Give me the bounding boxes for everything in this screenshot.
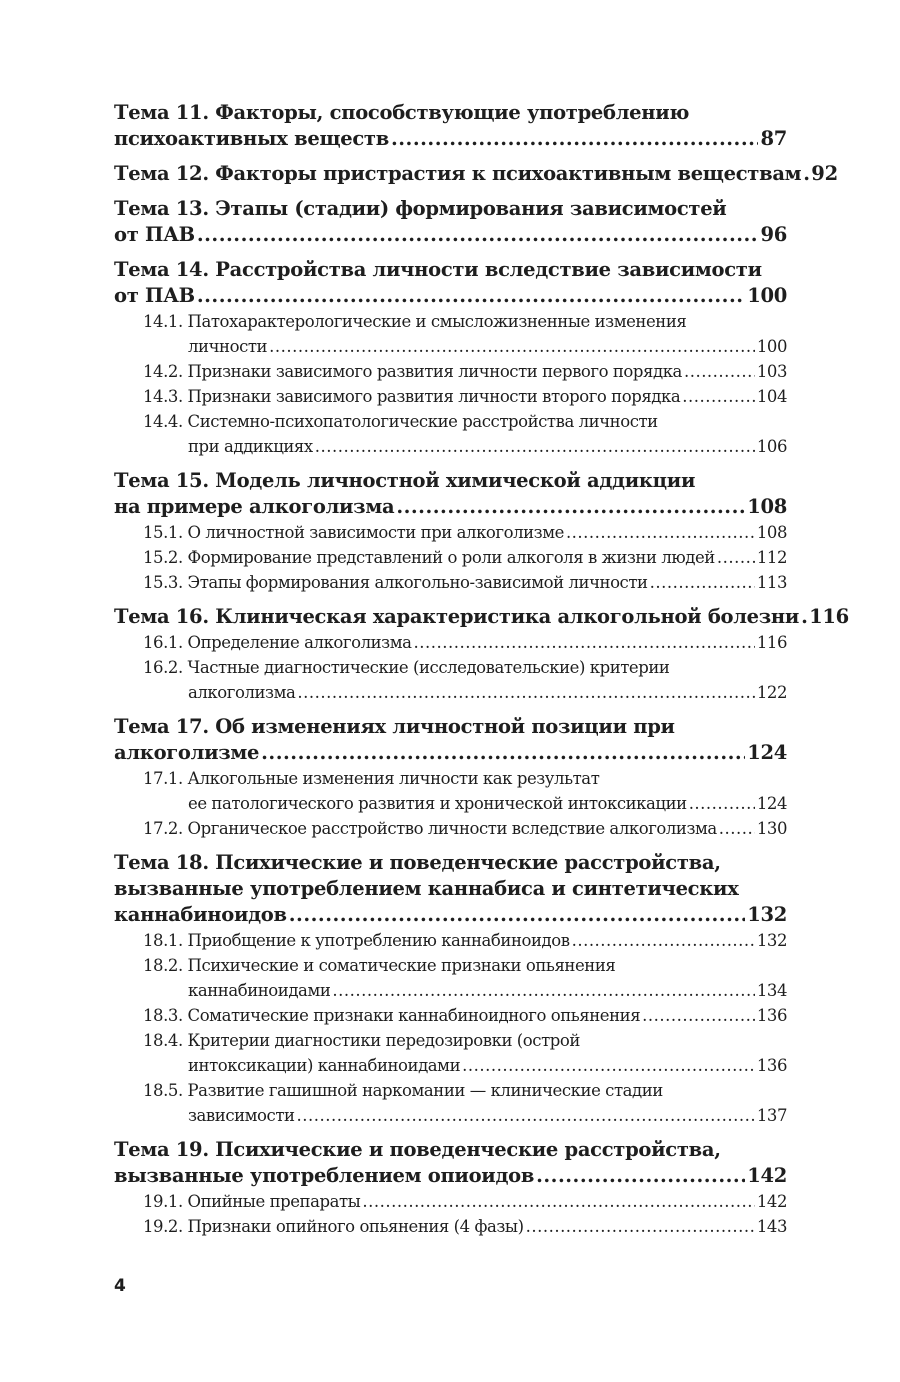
toc-entry-title: 18.1. Приобщение к употреблению каннабиноидов (143, 931, 570, 950)
toc-entry-title: Тема 15. Модель личностной химической аддикции (114, 469, 696, 492)
toc-entry-title: алкоголизма (188, 683, 296, 702)
toc-entry-title: 17.1. Алкогольные изменения личности как результат (143, 769, 600, 788)
toc-subtopic[interactable] (143, 309, 787, 359)
toc-topic[interactable] (114, 100, 787, 152)
toc-subtopic[interactable] (143, 766, 787, 816)
toc-entry-title: Тема 18. Психические и поведенческие расстройства, (114, 851, 721, 874)
toc-line (114, 257, 787, 283)
toc-line (143, 359, 787, 384)
toc-entry-title: 19.2. Признаки опийного опьянения (4 фазы) (143, 1217, 524, 1236)
toc-topic[interactable] (114, 468, 787, 595)
toc-entry-title: 18.5. Развитие гашишной наркомании — клинические стадии (143, 1081, 663, 1100)
toc-line (143, 384, 787, 409)
dot-leader (414, 630, 755, 655)
dot-leader (297, 680, 755, 705)
toc-line (143, 1028, 787, 1053)
toc-entry-title: 15.2. Формирование представлений о роли алкоголя в жизни людей (143, 548, 715, 567)
toc-line (114, 1163, 787, 1189)
toc-entry-title: Тема 12. Факторы пристрастия к психоактивным веществам (114, 162, 802, 185)
toc-line (114, 222, 787, 248)
dot-leader (650, 570, 755, 595)
toc-topic[interactable] (114, 714, 787, 841)
dot-leader (803, 161, 809, 187)
toc-line (114, 196, 787, 222)
dot-leader (642, 1003, 755, 1028)
toc-topic[interactable] (114, 850, 787, 1128)
toc-page-number: 136 (756, 1006, 787, 1025)
toc-entry-title: 16.2. Частные диагностические (исследовательские) критерии (143, 658, 670, 677)
dot-leader (197, 283, 745, 309)
dot-leader (297, 1103, 755, 1128)
toc-subtopic[interactable] (143, 359, 787, 384)
toc-line (114, 902, 787, 928)
toc-subtopic[interactable] (143, 520, 787, 545)
toc-entry-title: психоактивных веществ (114, 127, 389, 150)
toc-line (114, 876, 787, 902)
toc-page-number: 137 (756, 1106, 787, 1125)
dot-leader (689, 791, 755, 816)
toc-page-number: 96 (760, 223, 787, 246)
dot-leader (572, 928, 755, 953)
toc-entry-title: 18.4. Критерии диагностики передозировки (острой (143, 1031, 580, 1050)
toc-entry-title: на примере алкоголизма (114, 495, 395, 518)
toc-line (143, 1189, 787, 1214)
toc-entry-title: зависимости (188, 1106, 295, 1125)
toc-line (143, 816, 787, 841)
dot-leader (391, 126, 758, 152)
toc-page-number: 112 (756, 548, 787, 567)
dot-leader (717, 545, 755, 570)
toc-entry-title: каннабиноидами (188, 981, 331, 1000)
toc-line (143, 630, 787, 655)
dot-leader (261, 740, 745, 766)
toc-subtopic[interactable] (143, 1189, 787, 1214)
toc-line (143, 1103, 787, 1128)
dot-leader (396, 494, 745, 520)
toc-page-number: 92 (811, 162, 838, 185)
table-of-contents (114, 100, 849, 1239)
page-number: 4 (114, 1276, 126, 1296)
toc-entry-title: 14.4. Системно-психопатологические расстройства личности (143, 412, 658, 431)
toc-entry-title: 14.2. Признаки зависимого развития личности первого порядка (143, 362, 682, 381)
toc-entry-title: 18.3. Соматические признаки каннабиноидного опьянения (143, 1006, 641, 1025)
dot-leader (719, 816, 755, 841)
toc-page-number: 124 (747, 741, 787, 764)
toc-line (143, 545, 787, 570)
toc-line (114, 126, 787, 152)
toc-line (143, 1053, 787, 1078)
toc-entry-title: 15.1. О личностной зависимости при алкоголизме (143, 523, 564, 542)
toc-page-number: 108 (747, 495, 787, 518)
toc-entry-title: Тема 14. Расстройства личности вследствие зависимости (114, 258, 762, 281)
toc-entry-title: Тема 11. Факторы, способствующие употреблению (114, 101, 690, 124)
toc-line (114, 1137, 787, 1163)
toc-line (143, 928, 787, 953)
toc-subtopic[interactable] (143, 953, 787, 1003)
toc-entry-title: вызванные употреблением каннабиса и синтетических (114, 877, 739, 900)
toc-line (114, 100, 787, 126)
toc-subtopic[interactable] (143, 1078, 787, 1128)
toc-entry-title: 15.3. Этапы формирования алкогольно-зависимой личности (143, 573, 648, 592)
dot-leader (462, 1053, 755, 1078)
toc-subtopic[interactable] (143, 570, 787, 595)
toc-subtopic[interactable] (143, 816, 787, 841)
toc-page-number: 116 (756, 633, 787, 652)
toc-page-number: 87 (760, 127, 787, 150)
toc-entry-title: личности (188, 337, 268, 356)
toc-entry-title: от ПАВ (114, 223, 195, 246)
toc-page-number: 136 (756, 1056, 787, 1075)
toc-page-number: 142 (756, 1192, 787, 1211)
toc-page-number: 143 (756, 1217, 787, 1236)
toc-line (143, 655, 787, 680)
toc-entry-title: 16.1. Определение алкоголизма (143, 633, 412, 652)
dot-leader (315, 434, 755, 459)
toc-subtopic[interactable] (143, 928, 787, 953)
toc-entry-title: 18.2. Психические и соматические признаки опьянения (143, 956, 616, 975)
dot-leader (269, 334, 755, 359)
toc-entry-title: Тема 13. Этапы (стадии) формирования зависимостей (114, 197, 727, 220)
toc-subtopic[interactable] (143, 545, 787, 570)
dot-leader (526, 1214, 755, 1239)
dot-leader (362, 1189, 754, 1214)
toc-page-number: 103 (756, 362, 787, 381)
dot-leader (682, 384, 755, 409)
toc-topic[interactable] (114, 196, 787, 248)
dot-leader (197, 222, 759, 248)
toc-line (143, 520, 787, 545)
toc-entry-title: 14.3. Признаки зависимого развития личности второго порядка (143, 387, 681, 406)
toc-line (114, 161, 838, 187)
toc-topic[interactable] (114, 161, 838, 187)
toc-line (143, 309, 787, 334)
dot-leader (684, 359, 755, 384)
toc-entry-title: при аддикциях (188, 437, 313, 456)
toc-entry-title: 17.2. Органическое расстройство личности вследствие алкоголизма (143, 819, 717, 838)
toc-subtopic[interactable] (143, 1028, 787, 1078)
dot-leader (566, 520, 755, 545)
toc-topic[interactable] (114, 604, 849, 705)
toc-line (114, 740, 787, 766)
toc-page-number: 106 (756, 437, 787, 456)
toc-line (114, 283, 787, 309)
toc-page-number: 130 (756, 819, 787, 838)
toc-entry-title: Тема 19. Психические и поведенческие расстройства, (114, 1138, 721, 1161)
dot-leader (332, 978, 754, 1003)
toc-line (143, 791, 787, 816)
toc-entry-title: каннабиноидов (114, 903, 287, 926)
toc-subtopic[interactable] (143, 384, 787, 409)
toc-page-number: 132 (756, 931, 787, 950)
toc-entry-title: 19.1. Опийные препараты (143, 1192, 361, 1211)
toc-line (143, 334, 787, 359)
toc-entry-title: ее патологического развития и хронической интоксикации (188, 794, 687, 813)
toc-page-number: 108 (756, 523, 787, 542)
toc-page-number: 132 (747, 903, 787, 926)
toc-topic[interactable] (114, 257, 787, 459)
toc-subtopic[interactable] (143, 1003, 787, 1028)
toc-line (143, 434, 787, 459)
toc-entry-title: Тема 17. Об изменениях личностной позиции при (114, 715, 675, 738)
toc-line (143, 1214, 787, 1239)
toc-page-number: 134 (756, 981, 787, 1000)
toc-line (114, 468, 787, 494)
toc-page-number: 104 (756, 387, 787, 406)
toc-subtopic[interactable] (143, 655, 787, 705)
toc-line (143, 1003, 787, 1028)
toc-line (114, 604, 849, 630)
dot-leader (289, 902, 745, 928)
toc-line (114, 850, 787, 876)
toc-page-number: 116 (809, 605, 849, 628)
toc-line (143, 570, 787, 595)
toc-entry-title: вызванные употреблением опиоидов (114, 1164, 535, 1187)
toc-subtopic[interactable] (143, 409, 787, 459)
toc-entry-title: интоксикации) каннабиноидами (188, 1056, 461, 1075)
toc-line (143, 953, 787, 978)
toc-line (143, 409, 787, 434)
toc-line (114, 494, 787, 520)
toc-page-number: 100 (756, 337, 787, 356)
toc-entry-title: 14.1. Патохарактерологические и смысложизненные изменения (143, 312, 687, 331)
dot-leader (536, 1163, 745, 1189)
toc-subtopic[interactable] (143, 630, 787, 655)
toc-page-number: 100 (747, 284, 787, 307)
toc-topic[interactable] (114, 1137, 787, 1239)
toc-subtopic[interactable] (143, 1214, 787, 1239)
toc-line (143, 680, 787, 705)
toc-page-number: 122 (756, 683, 787, 702)
toc-page-number: 142 (747, 1164, 787, 1187)
toc-line (143, 1078, 787, 1103)
toc-entry-title: от ПАВ (114, 284, 195, 307)
toc-entry-title: Тема 16. Клиническая характеристика алкогольной болезни (114, 605, 800, 628)
toc-page-number: 113 (756, 573, 787, 592)
toc-entry-title: алкоголизме (114, 741, 260, 764)
dot-leader (801, 604, 807, 630)
toc-line (143, 978, 787, 1003)
toc-page-number: 124 (756, 794, 787, 813)
toc-line (114, 714, 787, 740)
toc-line (143, 766, 787, 791)
